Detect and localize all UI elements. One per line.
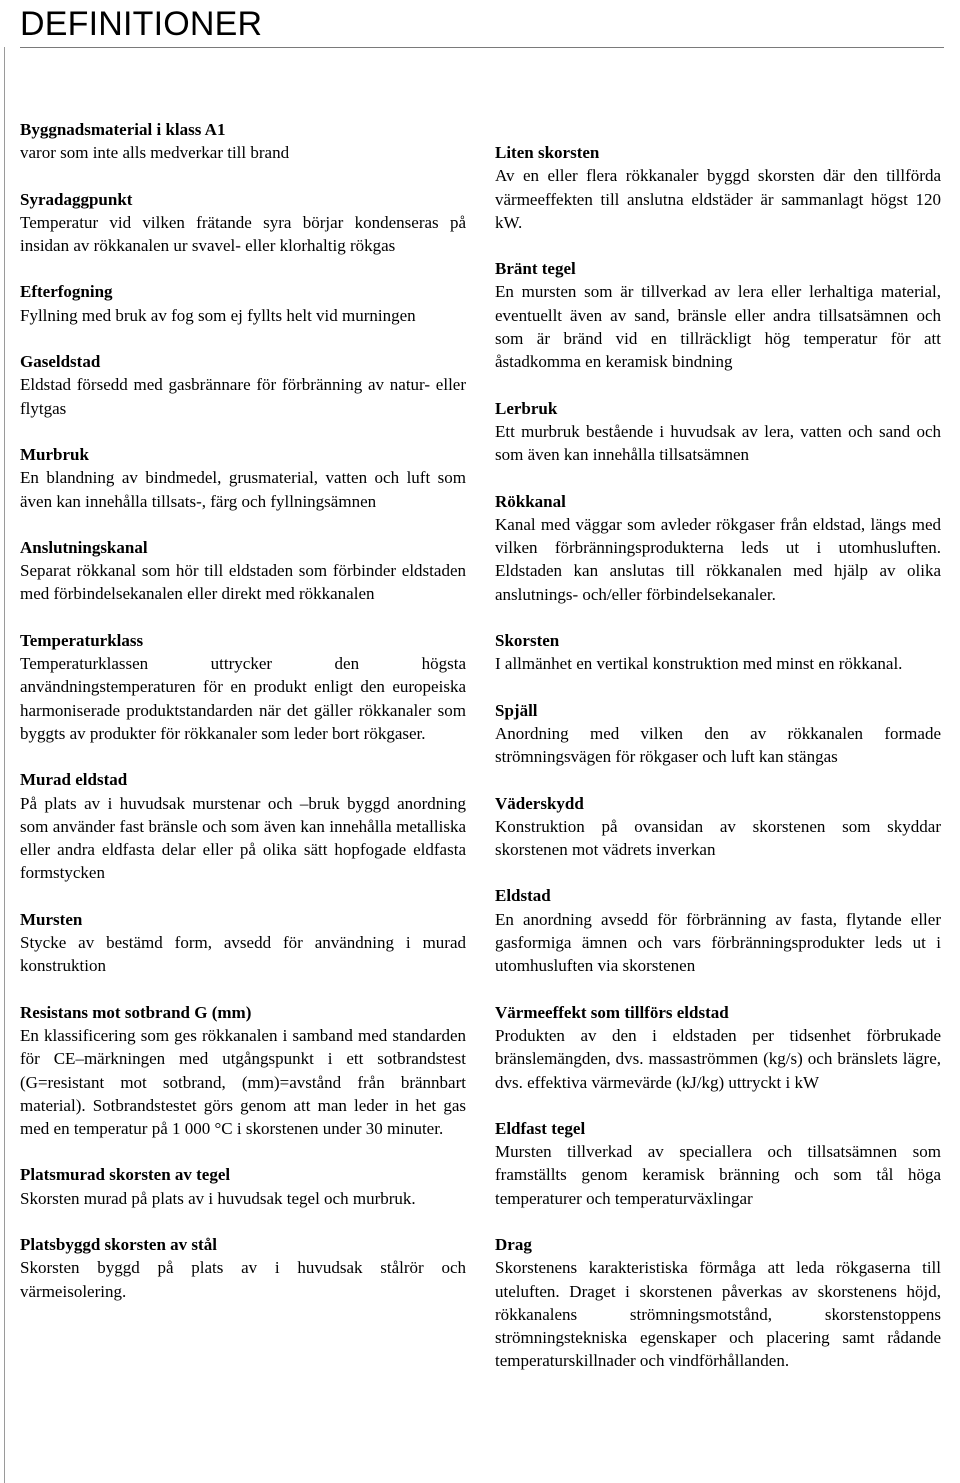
definition-term: Spjäll [495,700,538,720]
definition-text: Temperatur vid vilken frätande syra börjar kondenseras på insidan av rökkanalen ur svavel- eller klorhaltig rökgas [20,212,466,256]
definition-term: Platsmurad skorsten av tegel [20,1165,231,1185]
definition-term: Gaseldstad [20,352,101,372]
definition-entry [20,1163,466,1210]
definition-term: Värmeeffekt som tillförs eldstad [495,1002,729,1022]
definition-entry [495,1233,941,1373]
definition-term: Rökkanal [495,491,566,511]
definition-term: Murbruk [20,444,89,464]
definition-entry [20,443,466,513]
definition-text: varor som inte alls medverkar till brand [20,143,290,163]
definition-term: Skorsten [495,631,560,651]
definition-text: Kanal med väggar som avleder rökgaser från eldstad, längs med vilken förbränningsprodukterna leds ut i utomhusluften. Eldstaden kan anslutas till rökkanalen med hjälp av olika anslutnings- och/eller förbindelsekanaler. [495,514,941,604]
definition-term: Mursten [20,909,83,929]
definition-text: Separat rökkanal som hör till eldstaden som förbinder eldstaden med förbindelsekanalen eller direkt med rökkanalen [20,561,466,604]
definition-entry [495,1001,941,1094]
definition-term: Byggnadsmaterial i klass A1 [20,120,226,139]
definition-text: En blandning av bindmedel, grusmaterial, vatten och luft som även kan innehålla tillsats-, färg och fyllningsämnen [20,468,466,511]
definition-text: Av en eller flera rökkanaler byggd skorsten där den tillförda värmeeffekten till anslutna eldstäder är sammanlagt högst 120 kW. [495,166,941,232]
definition-term: Eldstad [495,886,551,906]
page-title: DEFINITIONER [20,5,263,43]
definition-term: Bränt tegel [495,259,576,279]
definition-entry [495,490,941,606]
definition-entry [20,908,466,978]
definition-text: En klassificering som ges rökkanalen i samband med standarden för CE–märkningen med utgångspunkt i ett sotbrandstest (G=resistant mot sotbrand, (mm)=avstånd från brännbart material). Sotbrandstestet görs genom att man leder in het gas med en temperatur på 1 000 °C i skorstenen under 30 minuter. [20,1025,466,1139]
definition-entry [20,1001,466,1141]
definition-entry [20,118,466,165]
definition-entry [20,536,466,606]
definition-term: Väderskydd [495,793,584,813]
definition-text: Mursten tillverkad av speciallera och tillsatsämnen som framställts genom keramisk bränning och som tål höga temperaturer och temperaturväxlingar [495,1142,941,1208]
right-definitions-column [495,141,941,1396]
definition-term: Efterfogning [20,282,113,302]
definition-term: Murad eldstad [20,770,128,790]
definition-entry [495,397,941,467]
definition-text: Eldstad försedd med gasbrännare för förbränning av natur- eller flytgas [20,375,466,418]
definition-text: Temperaturklassen uttrycker den högsta användningstemperaturen för en produkt enligt den europeiska harmoniserade produktstandarden när det gäller rökkanaler som byggts av produkter för rökkanaler som leder bort rökgaser. [20,654,466,743]
definition-entry [495,141,941,234]
definition-text: En mursten som är tillverkad av lera eller lerhaltiga material, eventuellt även av sand, bränsle eller andra tillsatsämnen och som är bränd vid en tillräckligt hög temperatur för att åstadkomma en keramisk bindning [495,282,941,372]
definition-term: Resistans mot sotbrand G (mm) [20,1002,252,1022]
definition-text: I allmänhet en vertikal konstruktion med minst en rökkanal. [495,654,903,674]
definition-term: Anslutningskanal [20,537,148,557]
definition-entry [20,350,466,420]
definition-entry [495,257,941,373]
definition-entry [20,1233,466,1303]
definition-term: Platsbyggd skorsten av stål [20,1234,217,1254]
definition-text: Skorstenens karakteristiska förmåga att leda rökgaserna till uteluften. Draget i skorstenen påverkas av skorstenens höjd, rökkanalens strömningsmotstånd, skorstenstoppens strömningstekniska egenskaper och placering samt rådande temperaturskillnader och vindförhållanden. [495,1258,941,1371]
definition-text: Stycke av bestämd form, avsedd för användning i murad konstruktion [20,933,466,976]
definition-entry [20,629,466,745]
definition-entry [20,188,466,258]
definition-entry [495,792,941,862]
definition-entry [20,768,466,884]
definition-text: Skorsten murad på plats av i huvudsak tegel och murbruk. [20,1188,416,1208]
definition-term: Syradaggpunkt [20,189,133,209]
definition-term: Temperaturklass [20,630,144,650]
definition-text: Anordning med vilken den av rökkanalen formade strömningsvägen för rökgaser och luft kan stängas [495,723,941,767]
definition-text: På plats av i huvudsak murstenar och –bruk byggd anordning som använder fast bränsle och som även kan innehålla metalliska eller andra eldfasta delar eller på olika sätt hopfogade eldfasta formstycken [20,793,466,883]
definition-term: Drag [495,1234,532,1254]
definition-text: Konstruktion på ovansidan av skorstenen som skyddar skorstenen mot vädrets inverkan [495,816,941,860]
left-definitions-column [20,118,466,1326]
definition-entry [495,629,941,676]
definition-text: Produkten av den i eldstaden per tidsenhet förbrukade bränslemängden, dvs. massaströmmen (kg/s) och bränslets lägre, dvs. effektiva värmevärde (kJ/kg) uttryckt i kW [495,1025,941,1092]
definition-term: Lerbruk [495,398,558,418]
definition-text: Skorsten byggd på plats av i huvudsak stålrör och värmeisolering. [20,1258,466,1301]
definition-text: En anordning avsedd för förbränning av fasta, flytande eller gasformiga ämnen och vars förbränningsprodukter leds ut i utomhusluften via skorstenen [495,909,941,976]
definition-term: Eldfast tegel [495,1118,586,1138]
definition-term: Liten skorsten [495,143,600,162]
definition-entry [495,884,941,977]
definition-entry [495,699,941,769]
definition-entry [495,1117,941,1210]
left-margin-line [4,47,5,1483]
definition-entry [20,280,466,327]
title-divider [20,47,944,48]
definition-text: Ett murbruk bestående i huvudsak av lera, vatten och sand och som även kan innehålla tillsatsämnen [495,421,941,465]
definition-text: Fyllning med bruk av fog som ej fyllts helt vid murningen [20,305,416,325]
